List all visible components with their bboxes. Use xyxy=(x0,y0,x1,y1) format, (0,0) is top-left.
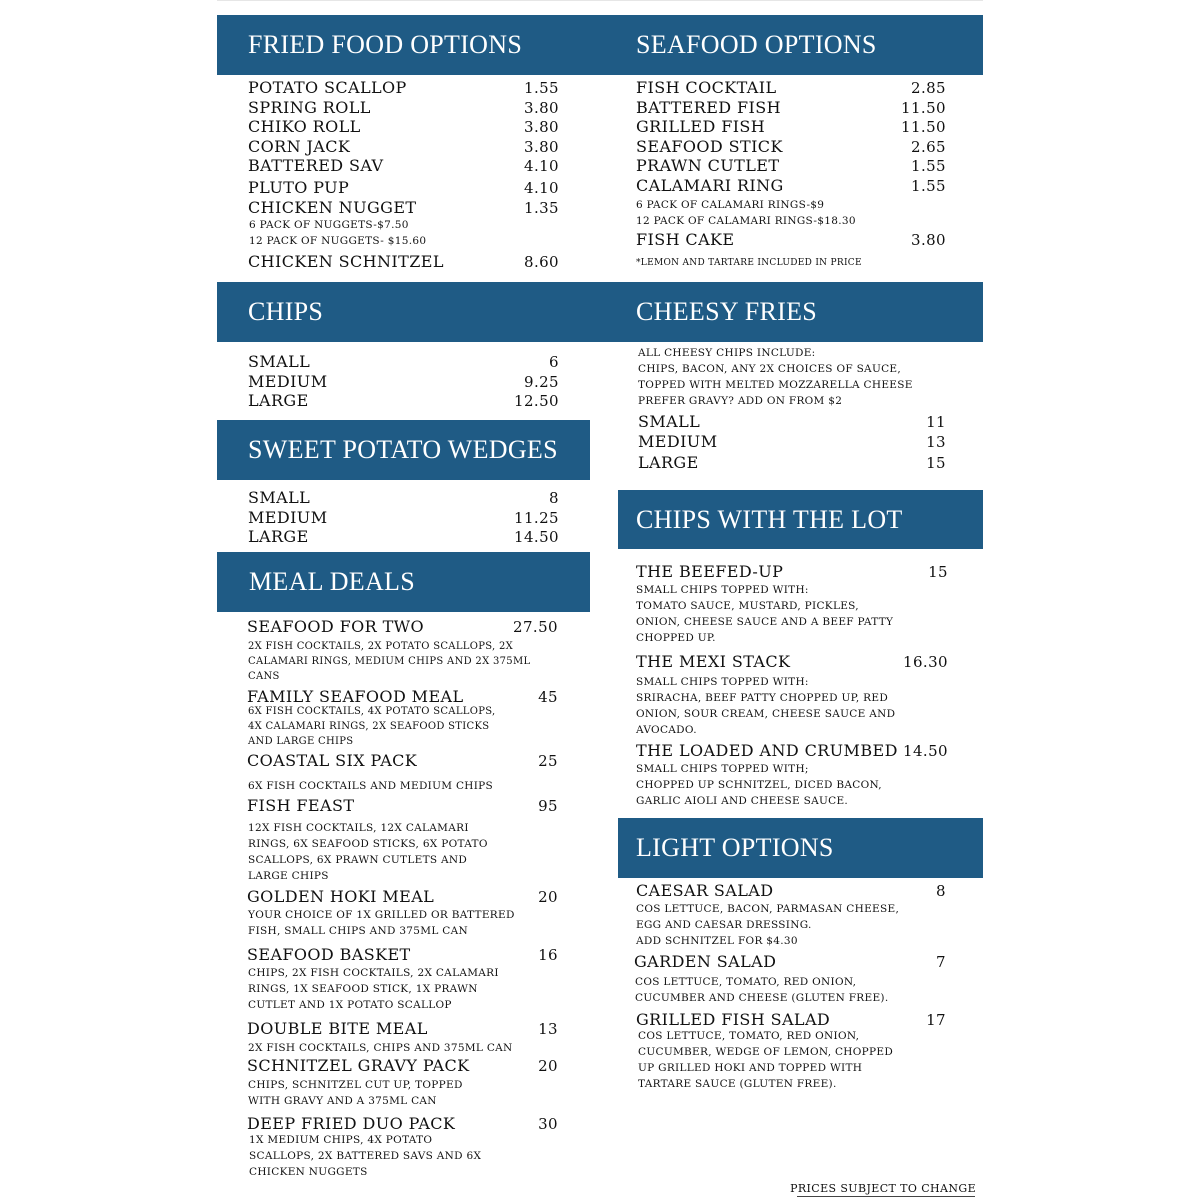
description-line: SMALL CHIPS TOPPED WITH; xyxy=(636,763,809,775)
description-line: 1X MEDIUM CHIPS, 4X POTATO xyxy=(249,1134,433,1146)
description-line: LARGE CHIPS xyxy=(248,870,329,882)
description-line: SCALLOPS, 6X PRAWN CUTLETS AND xyxy=(248,854,468,866)
description-line: COS LETTUCE, TOMATO, RED ONION, xyxy=(638,1030,860,1042)
item-name: MEDIUM xyxy=(248,372,328,391)
item-price: 7 xyxy=(936,953,946,971)
item-name: FAMILY SEAFOOD MEAL xyxy=(247,687,464,706)
chips-with-the-lot-header xyxy=(618,490,983,549)
item-price: 14.50 xyxy=(514,528,559,546)
description-line: CHIPS, BACON, ANY 2X CHOICES OF SAUCE, xyxy=(638,363,902,375)
meal-deals-title: MEAL DEALS xyxy=(249,567,415,596)
item-name: SMALL xyxy=(248,488,311,507)
item-price: 1.35 xyxy=(524,199,559,217)
item-price: 3.80 xyxy=(911,231,946,249)
menu-item xyxy=(248,391,559,410)
menu-item xyxy=(247,1114,558,1133)
description-line: CHIPS, SCHNITZEL CUT UP, TOPPED xyxy=(248,1079,463,1091)
menu-item xyxy=(636,176,946,195)
description-line: 4X CALAMARI RINGS, 2X SEAFOOD STICKS xyxy=(248,721,490,732)
menu-item xyxy=(636,881,946,900)
item-name: SEAFOOD STICK xyxy=(636,137,783,156)
description-line: CHOPPED UP SCHNITZEL, DICED BACON, xyxy=(636,779,882,791)
item-name: GRILLED FISH SALAD xyxy=(636,1010,831,1029)
item-price: 15 xyxy=(926,454,946,472)
description-line: AVOCADO. xyxy=(636,724,697,736)
menu-item xyxy=(636,98,946,117)
menu-item xyxy=(636,137,946,156)
item-price: 27.50 xyxy=(513,618,558,636)
item-price: 13 xyxy=(538,1020,558,1038)
item-name: MEDIUM xyxy=(638,432,718,451)
item-name: DEEP FRIED DUO PACK xyxy=(247,1114,456,1133)
menu-item xyxy=(247,945,558,964)
item-name: FISH FEAST xyxy=(247,796,355,815)
description-line: ONION, CHEESE SAUCE AND A BEEF PATTY xyxy=(636,616,894,628)
description-line: WITH GRAVY AND A 375ML CAN xyxy=(248,1095,437,1107)
item-price: 1.55 xyxy=(911,177,946,195)
description-line: 2X FISH COCKTAILS, 2X POTATO SCALLOPS, 2X xyxy=(248,641,514,652)
description-line: 12 PACK OF NUGGETS- $15.60 xyxy=(249,235,427,247)
description-line: 12 PACK OF CALAMARI RINGS-$18.30 xyxy=(636,215,856,227)
description-line: COS LETTUCE, TOMATO, RED ONION, xyxy=(635,976,857,988)
description-line: TARTARE SAUCE (GLUTEN FREE). xyxy=(638,1078,837,1090)
description-line: ADD SCHNITZEL FOR $4.30 xyxy=(636,935,798,947)
item-price: 11.50 xyxy=(901,118,946,136)
item-description xyxy=(638,1028,893,1092)
menu-item xyxy=(248,78,559,97)
item-description xyxy=(636,901,899,949)
description-line: RINGS, 1X SEAFOOD STICK, 1X PRAWN xyxy=(248,983,478,995)
item-description xyxy=(248,639,530,684)
item-price: 9.25 xyxy=(524,373,559,391)
menu-item xyxy=(248,156,559,175)
item-price: 8 xyxy=(936,882,946,900)
item-name: FISH COCKTAIL xyxy=(636,78,777,97)
item-name: BATTERED SAV xyxy=(248,156,384,175)
cheesy-fries-title: CHEESY FRIES xyxy=(636,297,818,326)
description-line: COS LETTUCE, BACON, PARMASAN CHEESE, xyxy=(636,903,900,915)
menu-item xyxy=(636,562,948,581)
description-line: 6X FISH COCKTAILS AND MEDIUM CHIPS xyxy=(248,780,494,792)
item-description xyxy=(248,820,488,884)
item-description xyxy=(248,1077,463,1109)
item-name: GOLDEN HOKI MEAL xyxy=(247,887,435,906)
item-name: COASTAL SIX PACK xyxy=(247,751,418,770)
item-name: CHICKEN SCHNITZEL xyxy=(248,252,444,271)
item-price: 8.60 xyxy=(524,253,559,271)
item-name: LARGE xyxy=(248,391,309,410)
footer-underline xyxy=(797,1196,975,1197)
item-name: DOUBLE BITE MEAL xyxy=(247,1019,428,1038)
description-line: SCALLOPS, 2X BATTERED SAVS AND 6X xyxy=(249,1150,482,1162)
description-line: RINGS, 6X SEAFOOD STICKS, 6X POTATO xyxy=(248,838,488,850)
item-name: PLUTO PUP xyxy=(248,178,350,197)
seafood-header xyxy=(605,15,983,75)
item-description xyxy=(248,778,493,794)
item-name: CHIKO ROLL xyxy=(248,117,361,136)
chips-title: CHIPS xyxy=(248,297,324,326)
item-price: 2.85 xyxy=(911,79,946,97)
item-name: CHICKEN NUGGET xyxy=(248,198,417,217)
meal-deals-header xyxy=(217,552,590,612)
description-line: CHICKEN NUGGETS xyxy=(249,1166,368,1178)
description-line: TOMATO SAUCE, MUSTARD, PICKLES, xyxy=(636,600,859,612)
item-price: 6 xyxy=(549,353,559,371)
prices-disclaimer: PRICES SUBJECT TO CHANGE xyxy=(790,1182,976,1195)
menu-item xyxy=(247,1056,558,1075)
description-line: 6X FISH COCKTAILS, 4X POTATO SCALLOPS, xyxy=(248,706,496,717)
item-name: THE BEEFED-UP xyxy=(636,562,784,581)
item-price: 12.50 xyxy=(514,392,559,410)
item-description xyxy=(248,965,499,1013)
menu-item xyxy=(247,1019,558,1038)
description-line: CALAMARI RINGS, MEDIUM CHIPS AND 2X 375ML xyxy=(248,656,531,667)
fried-food-title: FRIED FOOD OPTIONS xyxy=(248,30,523,59)
menu-item xyxy=(248,117,559,136)
description-line: AND LARGE CHIPS xyxy=(248,736,354,747)
sweet-potato-header xyxy=(217,420,590,480)
menu-item xyxy=(248,137,559,156)
description-line: CUCUMBER, WEDGE OF LEMON, CHOPPED xyxy=(638,1046,894,1058)
description-line: FISH, SMALL CHIPS AND 375ML CAN xyxy=(248,925,468,937)
nugget-pack-notes xyxy=(249,217,426,249)
menu-item xyxy=(248,352,559,371)
menu-item xyxy=(634,952,946,971)
description-line: SMALL CHIPS TOPPED WITH: xyxy=(636,676,809,688)
item-name: CALAMARI RING xyxy=(636,176,784,195)
item-price: 3.80 xyxy=(524,99,559,117)
item-price: 1.55 xyxy=(911,157,946,175)
menu-item xyxy=(636,78,946,97)
item-price: 16 xyxy=(538,946,558,964)
menu-item xyxy=(636,230,946,249)
item-name: THE LOADED AND CRUMBED xyxy=(636,741,898,760)
description-line: EGG AND CAESAR DRESSING. xyxy=(636,919,812,931)
item-price: 2.65 xyxy=(911,138,946,156)
item-name: CAESAR SALAD xyxy=(636,881,774,900)
menu-item xyxy=(247,887,558,906)
menu-item xyxy=(247,617,558,636)
menu-item xyxy=(638,412,946,431)
item-description xyxy=(249,1132,481,1180)
description-line: ALL CHEESY CHIPS INCLUDE: xyxy=(638,347,816,359)
cheesy-fries-header xyxy=(605,282,983,342)
description-line: YOUR CHOICE OF 1X GRILLED OR BATTERED xyxy=(248,909,515,921)
description-line: GARLIC AIOLI AND CHEESE SAUCE. xyxy=(636,795,849,807)
item-price: 30 xyxy=(538,1115,558,1133)
item-price: 4.10 xyxy=(524,179,559,197)
menu-item xyxy=(247,751,558,770)
item-price: 3.80 xyxy=(524,118,559,136)
light-options-header xyxy=(618,818,983,878)
item-name: FISH CAKE xyxy=(636,230,735,249)
light-options-title: LIGHT OPTIONS xyxy=(636,833,834,862)
description-line: SMALL CHIPS TOPPED WITH: xyxy=(636,584,809,596)
description-line: CUCUMBER AND CHEESE (GLUTEN FREE). xyxy=(635,992,889,1004)
item-description xyxy=(635,974,888,1006)
menu-item xyxy=(248,372,559,391)
item-price: 14.50 xyxy=(903,742,948,760)
item-name: BATTERED FISH xyxy=(636,98,781,117)
menu-item xyxy=(248,198,559,217)
item-name: SPRING ROLL xyxy=(248,98,371,117)
menu-item xyxy=(636,1010,946,1029)
item-name: SEAFOOD FOR TWO xyxy=(247,617,425,636)
item-price: 20 xyxy=(538,1057,558,1075)
item-description xyxy=(248,1040,513,1056)
item-price: 15 xyxy=(928,563,948,581)
menu-item xyxy=(248,98,559,117)
item-name: LARGE xyxy=(638,453,699,472)
item-price: 25 xyxy=(538,752,558,770)
item-price: 3.80 xyxy=(524,138,559,156)
item-price: 11.25 xyxy=(514,509,559,527)
description-line: 6 PACK OF NUGGETS-$7.50 xyxy=(249,219,409,231)
description-line: 2X FISH COCKTAILS, CHIPS AND 375ML CAN xyxy=(248,1042,513,1054)
item-price: 95 xyxy=(538,797,558,815)
menu-item xyxy=(248,178,559,197)
item-name: MEDIUM xyxy=(248,508,328,527)
menu-item xyxy=(636,117,946,136)
menu-item xyxy=(636,741,948,760)
item-price: 11.50 xyxy=(901,99,946,117)
item-price: 11 xyxy=(926,413,946,431)
description-line: CHOPPED UP. xyxy=(636,632,716,644)
menu-item xyxy=(247,796,558,815)
item-description xyxy=(248,704,496,749)
sweet-potato-title: SWEET POTATO WEDGES xyxy=(248,435,558,464)
cheesy-fries-intro xyxy=(638,345,913,409)
menu-item xyxy=(636,652,948,671)
description-line: CANS xyxy=(248,671,280,682)
calamari-pack-notes xyxy=(636,197,856,229)
menu-item xyxy=(636,156,946,175)
item-name: THE MEXI STACK xyxy=(636,652,791,671)
item-description xyxy=(248,907,515,939)
item-name: PRAWN CUTLET xyxy=(636,156,780,175)
description-line: UP GRILLED HOKI AND TOPPED WITH xyxy=(638,1062,863,1074)
description-line: CUTLET AND 1X POTATO SCALLOP xyxy=(248,999,452,1011)
menu-item xyxy=(638,453,946,472)
item-name: POTATO SCALLOP xyxy=(248,78,407,97)
item-price: 13 xyxy=(926,433,946,451)
item-price: 1.55 xyxy=(524,79,559,97)
item-description xyxy=(636,582,893,646)
item-price: 4.10 xyxy=(524,157,559,175)
menu-item xyxy=(248,527,559,546)
seafood-title: SEAFOOD OPTIONS xyxy=(636,30,877,59)
item-name: GRILLED FISH xyxy=(636,117,766,136)
item-name: CORN JACK xyxy=(248,137,351,156)
item-name: SCHNITZEL GRAVY PACK xyxy=(247,1056,470,1075)
item-name: SMALL xyxy=(248,352,311,371)
item-price: 45 xyxy=(538,688,558,706)
item-price: 8 xyxy=(549,489,559,507)
item-description xyxy=(636,674,895,738)
description-line: 12X FISH COCKTAILS, 12X CALAMARI xyxy=(248,822,469,834)
description-line: *LEMON AND TARTARE INCLUDED IN PRICE xyxy=(636,258,862,268)
menu-item xyxy=(638,432,946,451)
description-line: TOPPED WITH MELTED MOZZARELLA CHEESE xyxy=(638,379,913,391)
item-name: SMALL xyxy=(638,412,701,431)
menu-item xyxy=(248,508,559,527)
item-name: LARGE xyxy=(248,527,309,546)
item-price: 17 xyxy=(926,1011,946,1029)
menu-item xyxy=(248,252,559,271)
item-price: 16.30 xyxy=(903,653,948,671)
description-line: PREFER GRAVY? ADD ON FROM $2 xyxy=(638,395,843,407)
item-price: 20 xyxy=(538,888,558,906)
chips-with-the-lot-title: CHIPS WITH THE LOT xyxy=(636,504,903,534)
seafood-note xyxy=(636,255,862,271)
description-line: SRIRACHA, BEEF PATTY CHOPPED UP, RED xyxy=(636,692,889,704)
description-line: CHIPS, 2X FISH COCKTAILS, 2X CALAMARI xyxy=(248,967,499,979)
description-line: ONION, SOUR CREAM, CHEESE SAUCE AND xyxy=(636,708,896,720)
description-line: 6 PACK OF CALAMARI RINGS-$9 xyxy=(636,199,825,211)
item-name: GARDEN SALAD xyxy=(634,952,777,971)
item-description xyxy=(636,761,882,809)
menu-item xyxy=(248,488,559,507)
item-name: SEAFOOD BASKET xyxy=(247,945,411,964)
